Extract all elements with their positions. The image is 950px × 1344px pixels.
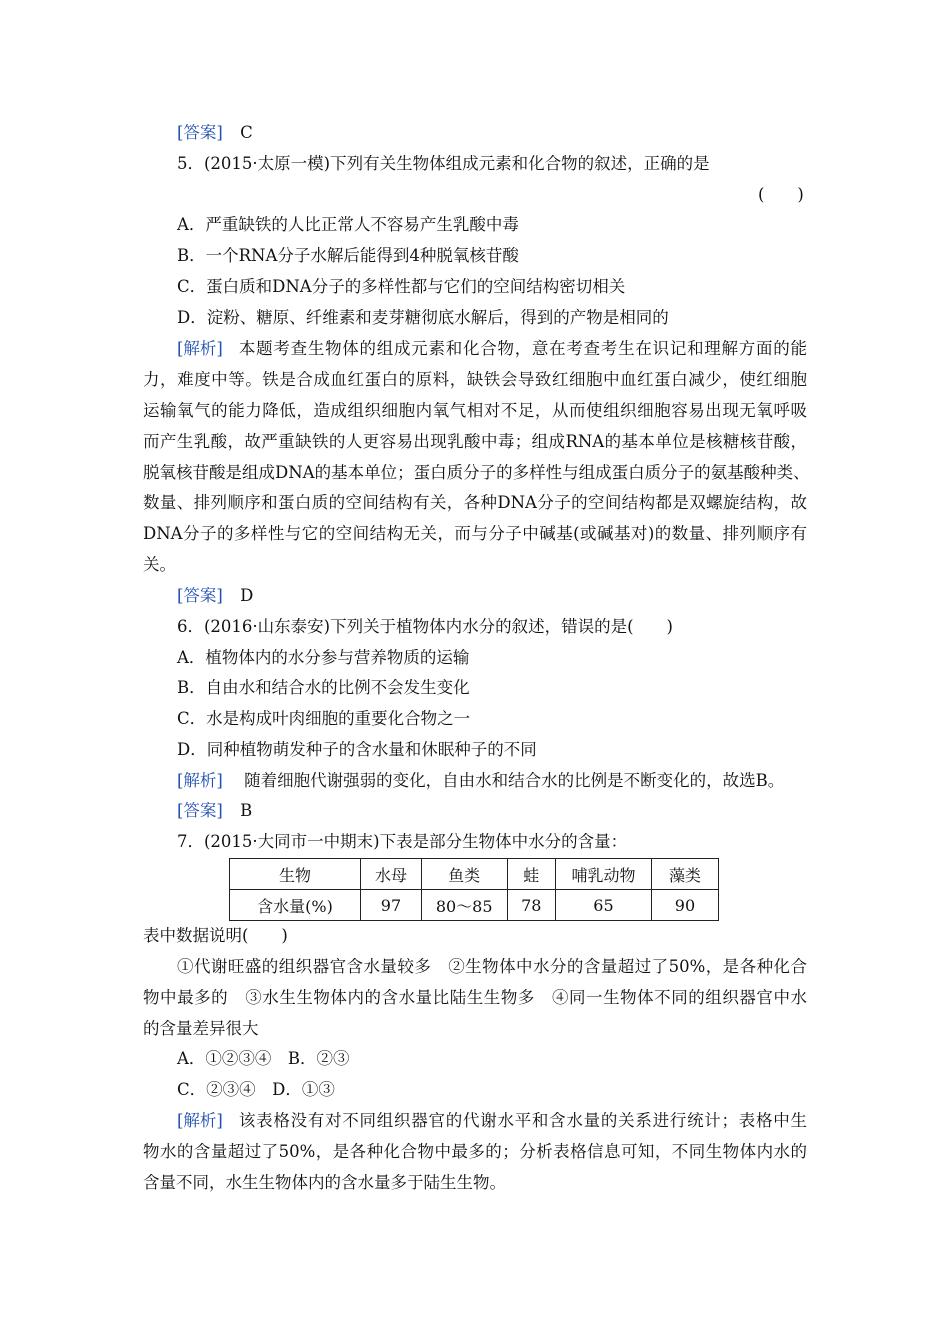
water-content-table [229, 858, 719, 921]
q7-options-line-1: A．①②③④ B．②③ [177, 1049, 350, 1068]
table-row [230, 890, 719, 921]
q6-option-a: A．植物体内的水分参与营养物质的运输 [177, 648, 470, 667]
answer-value: D [240, 586, 254, 605]
q5-option-a: A．严重缺铁的人比正常人不容易产生乳酸中毒 [177, 215, 519, 234]
q5-analysis-line-4: 而产生乳酸，故严重缺铁的人更容易出现乳酸中毒；组成RNA的基本单位是核糖核苷酸， [143, 432, 807, 451]
q7-analysis-line-2: 物水的含量超过了50%，是各种化合物中最多的；分析表格信息可知，不同生物体内水的 [143, 1142, 807, 1161]
q5-stem: 5．(2015·太原一模)下列有关生物体组成元素和化合物的叙述，正确的是 [177, 154, 710, 173]
table-cell: 含水量(%) [230, 890, 361, 921]
table-cell: 97 [361, 890, 422, 921]
table-cell: 鱼类 [421, 859, 507, 890]
answer-tag: [答案] [177, 123, 223, 142]
q6-option-c: C．水是构成叶肉细胞的重要化合物之一 [177, 709, 471, 728]
answer-tag: [答案] [177, 586, 223, 605]
q5-analysis-line-8: 关。 [143, 555, 176, 574]
q6-analysis-line [177, 770, 784, 792]
q6-option-b: B．自由水和结合水的比例不会发生变化 [177, 678, 470, 697]
table-cell: 水母 [361, 859, 422, 890]
table-cell: 藻类 [651, 859, 718, 890]
analysis-tag: [解析] [177, 771, 223, 790]
analysis-text: 该表格没有对不同组织器官的代谢水平和含水量的关系进行统计；表格中生 [238, 1111, 807, 1130]
table-cell: 65 [555, 890, 651, 921]
answer-tag: [答案] [177, 801, 223, 820]
q6-option-d: D．同种植物萌发种子的含水量和休眠种子的不同 [177, 740, 537, 759]
q5-option-c: C．蛋白质和DNA分子的多样性都与它们的空间结构密切相关 [177, 277, 626, 296]
q5-analysis-line-6: 数量、排列顺序和蛋白质的空间结构有关，各种DNA分子的空间结构都是双螺旋结构，故 [143, 493, 807, 512]
analysis-text: 随着细胞代谢强弱的变化，自由水和结合水的比例是不断变化的，故选B。 [244, 771, 785, 790]
q7-analysis-line-1 [177, 1110, 807, 1132]
table-cell: 哺乳动物 [555, 859, 651, 890]
analysis-text: 本题考查生物体的组成元素和化合物，意在考查考生在识记和理解方面的能 [238, 339, 807, 358]
table-cell: 80～85 [421, 890, 507, 921]
q4-answer-line [177, 122, 253, 144]
q7-stem: 7．(2015·大同市一中期末)下表是部分生物体中水分的含量： [177, 832, 628, 851]
q5-option-b: B．一个RNA分子水解后能得到4种脱氧核苷酸 [177, 246, 519, 265]
table-cell: 78 [507, 890, 555, 921]
answer-value: B [240, 801, 253, 820]
analysis-tag: [解析] [177, 1111, 223, 1130]
q6-stem: 6．(2016·山东泰安)下列关于植物体内水分的叙述，错误的是( ) [177, 617, 673, 636]
q6-answer-line [177, 800, 252, 822]
q5-answer-line [177, 585, 253, 607]
table-header-row [230, 859, 719, 890]
q7-analysis-line-3: 含量不同，水生生物体内的含水量多于陆生生物。 [143, 1173, 506, 1192]
q7-statement-line-1: ①代谢旺盛的组织器官含水量较多 ②生物体中水分的含量超过了50%，是各种化合 [177, 957, 807, 976]
q7-options-line-2: C．②③④ D．①③ [177, 1080, 335, 1099]
q5-analysis-line-7: DNA分子的多样性与它的空间结构无关，而与分子中碱基(或碱基对)的数量、排列顺序有 [143, 524, 807, 543]
q7-statement-line-2: 物中最多的 ③水生生物体内的含水量比陆生生物多 ④同一生物体不同的组织器官中水 [143, 988, 807, 1007]
q5-analysis-line-2: 力，难度中等。铁是合成血红蛋白的原料，缺铁会导致红细胞中血红蛋白减少，使红细胞 [143, 370, 807, 389]
table-cell: 蛙 [507, 859, 555, 890]
table-cell: 生物 [230, 859, 361, 890]
q7-statement-line-3: 的含量差异很大 [143, 1019, 259, 1038]
analysis-tag: [解析] [177, 339, 223, 358]
q5-analysis-line-3: 运输氧气的能力降低，造成组织细胞内氧气相对不足，从而使组织细胞容易出现无氧呼吸 [143, 401, 807, 420]
table-cell: 90 [651, 890, 718, 921]
q5-analysis-line-5: 脱氧核苷酸是组成DNA的基本单位；蛋白质分子的多样性与组成蛋白质分子的氨基酸种类、 [143, 463, 810, 482]
q5-paren: ( ) [758, 185, 804, 204]
answer-value: C [240, 123, 253, 142]
q5-option-d: D．淀粉、糖原、纤维素和麦芽糖彻底水解后，得到的产物是相同的 [177, 308, 669, 327]
q7-prompt: 表中数据说明( ) [143, 926, 288, 945]
q5-analysis-line-1 [177, 338, 807, 360]
